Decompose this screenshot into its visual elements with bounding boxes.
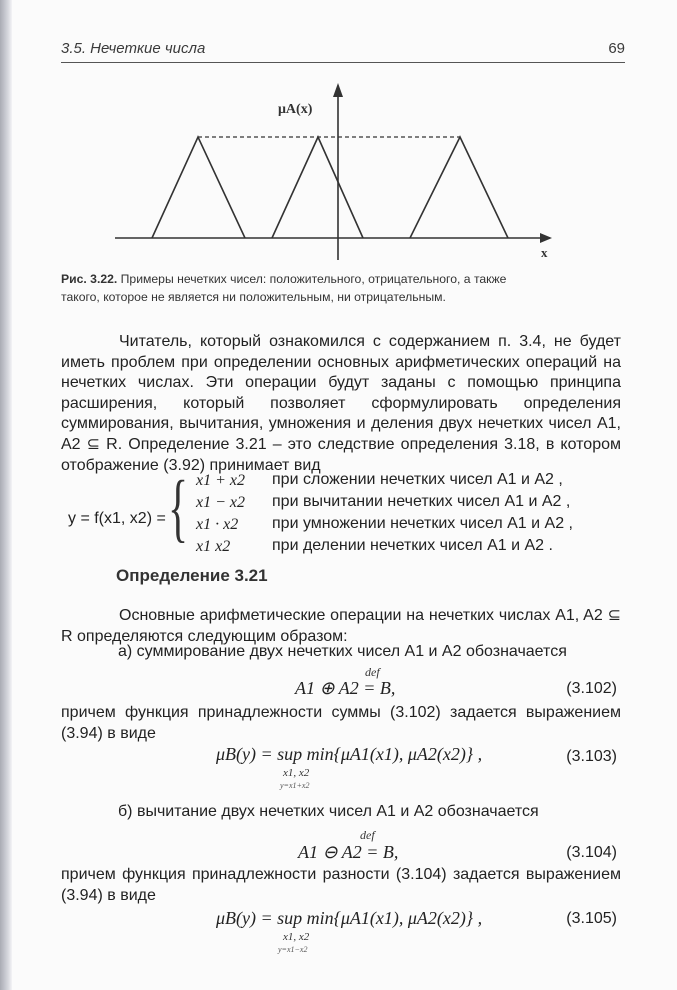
caption-line-2: такого, которое не является ни положительным, ни отрицательным. [61,290,446,304]
eq105-under-cond: y=x1−x2 [278,945,308,954]
eq104-def: def [360,828,375,842]
y-axis-arrow [333,83,343,97]
system-op-4: x1 x2 [196,538,231,555]
x-axis-label: x [541,245,548,260]
eq102-number: (3.102) [566,680,617,697]
header-rule [61,62,625,63]
system-op-2: x1 − x2 [196,494,245,511]
eq103-under-vars: x1, x2 [283,767,310,779]
eq103-under-cond: y=x1+x2 [280,781,310,790]
eq103-number: (3.103) [566,748,617,765]
eq104-number: (3.104) [566,844,617,861]
eq105-number: (3.105) [566,910,617,927]
system-lhs: y = f(x1, x2) = [68,510,166,527]
caption-line-1: Примеры нечетких чисел: положительного, отрицательного, а также [117,272,507,286]
paragraph-after-104: причем функция принадлежности разности (3.104) задается выражением (3.94) в виде [61,866,621,904]
eq105-expression: μB(y) = sup min{μA1(x1), μA2(x2)} , [216,908,483,928]
item-a: а) суммирование двух нечетких чисел A1 и A2 обозначается [118,643,567,660]
paragraph-after-102: причем функция принадлежности суммы (3.102) задается выражением (3.94) в виде [61,704,621,742]
eq104-expression: A1 ⊖ A2 = B, [298,842,399,862]
running-header: 3.5. Нечеткие числа [61,40,206,57]
definition-title: Определение 3.21 [116,566,268,585]
page-number: 69 [608,40,625,57]
eq102-def: def [365,665,380,679]
right-fuzzy-number [410,137,508,238]
system-text-3: при умножении нечетких чисел A1 и A2 , [272,515,573,532]
system-text-2: при вычитании нечетких чисел A1 и A2 , [272,493,571,510]
eq103-expression: μB(y) = sup min{μA1(x1), μA2(x2)} , [216,744,483,764]
eq102-expression: A1 ⊕ A2 = B, [295,678,396,698]
y-axis-label: μA(x) [278,102,313,117]
page-edge-shadow [0,0,12,990]
system-op-1: x1 + x2 [196,472,245,489]
system-op-3: x1 · x2 [196,516,239,533]
item-b: б) вычитание двух нечетких чисел A1 и A2 обозначается [118,803,539,820]
definition-paragraph: Основные арифметические операции на нечетких числах A1, A2 ⊆ R определяются следующим образом: [61,607,621,645]
system-brace: { [168,466,189,550]
caption-label: Рис. 3.22. [61,272,118,286]
mixed-fuzzy-number [272,137,363,238]
x-axis-arrow [540,233,552,243]
eq105-under-vars: x1, x2 [283,931,310,943]
fuzzy-numbers-figure [100,75,570,265]
paragraph-intro: Читатель, который ознакомился с содержанием п. 3.4, не будет иметь проблем при определении основных арифметических операций на нечетких числах. Эти операции будут заданы с помощью принципа расширения, который позволяет сформулировать определения суммирования, вычитания, умножения и деления двух нечетких чисел A1, A2 ⊆ R. Определение 3.21 – это следствие определения 3.18, в котором отображение (3.92) принимает вид [61,333,621,474]
positive-fuzzy-number [152,137,245,238]
system-text-1: при сложении нечетких чисел A1 и A2 , [272,471,563,488]
system-text-4: при делении нечетких чисел A1 и A2 . [272,537,553,554]
figure-caption [61,270,601,306]
